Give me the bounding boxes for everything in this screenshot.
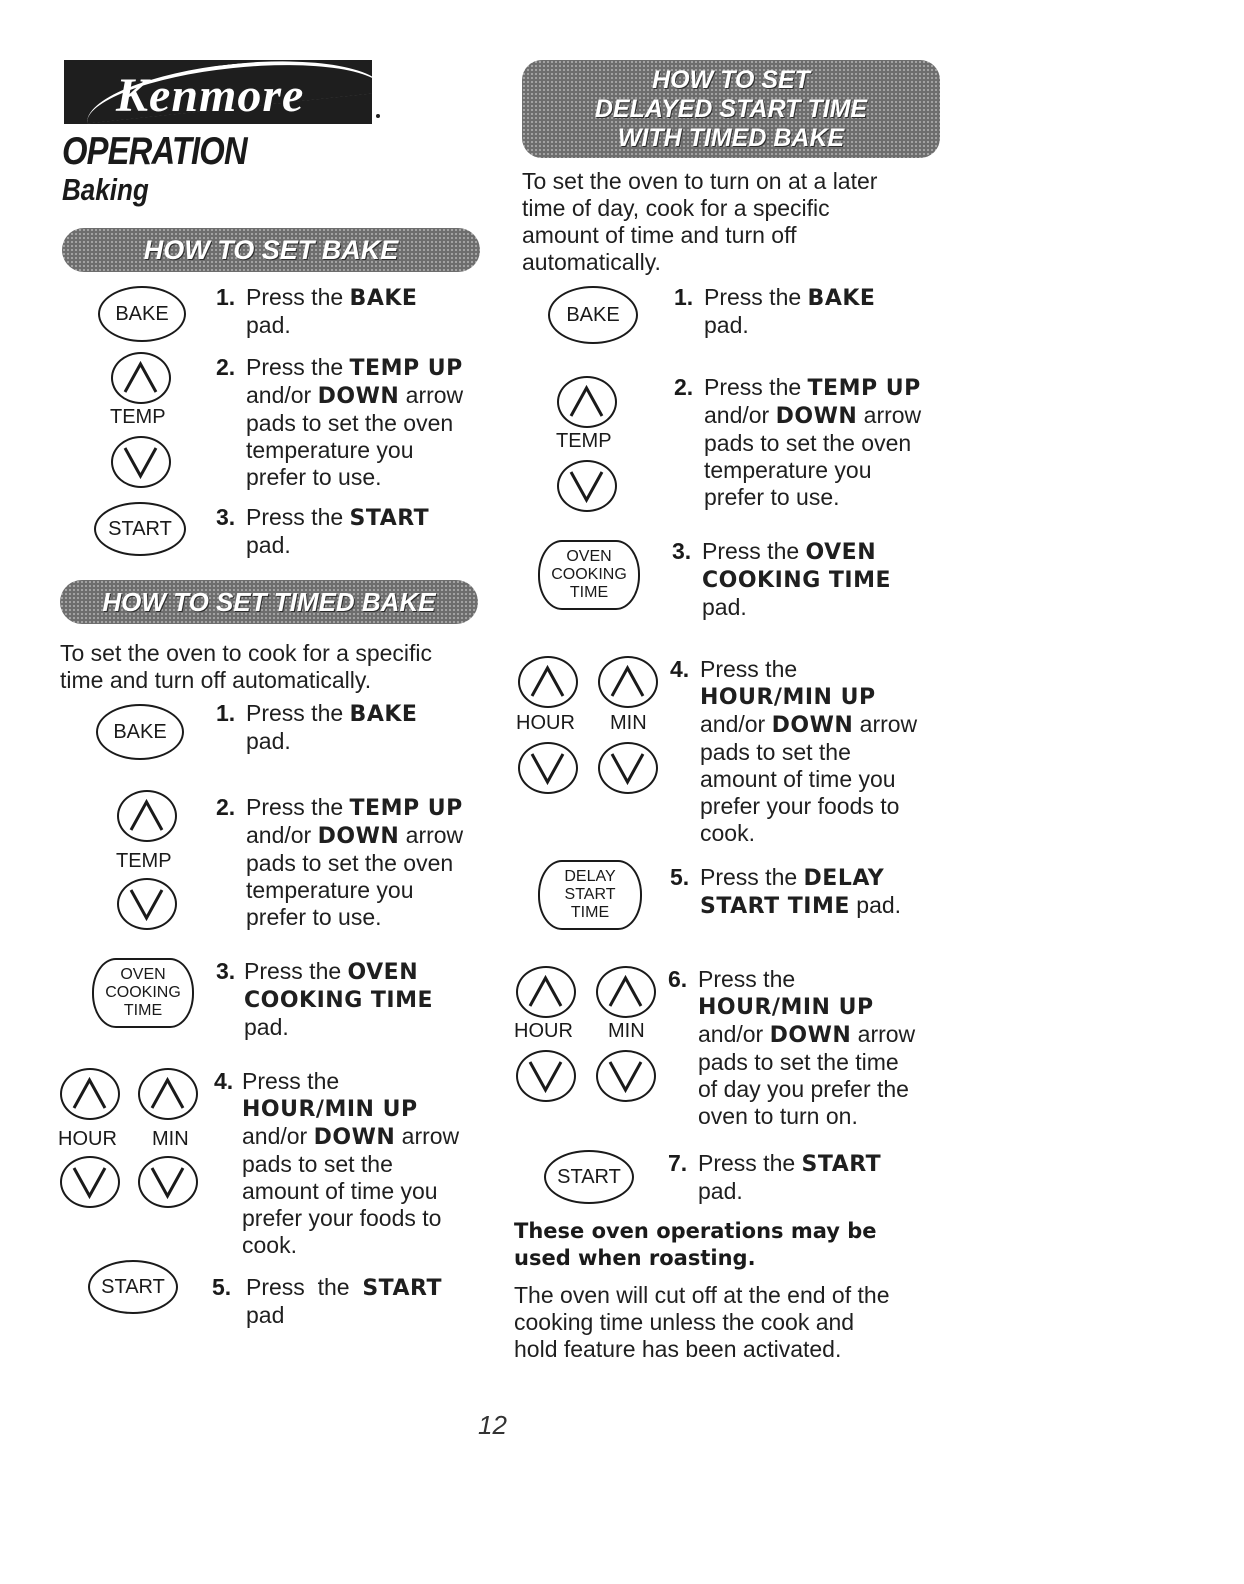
bake-pad-label: BAKE [115,302,169,325]
timed-bake-intro: To set the oven to cook for a specific time and turn off automatically. [60,640,433,693]
step-text: Press the OVEN COOKING TIME pad. [244,958,434,1040]
step-text: Press the DELAY START TIME pad. [700,864,902,919]
step-text: Press the BAKE pad. [246,700,418,754]
start-pad-label: START [108,517,172,540]
step-number: 2. [216,794,236,820]
hour-up-arrow-icon [518,656,578,708]
step-text: Press the START pad. [246,504,430,558]
pad-label-time: TIME [123,1002,163,1019]
bake-pad-label: BAKE [113,720,167,743]
delayed-banner-line3: WITH TIMED BAKE [617,123,845,152]
step-number: 1. [216,284,236,310]
temp-label: TEMP [556,430,612,452]
step-text: Press the HOUR/MIN UP and/or DOWN arrow pads to set the time of day you prefer the oven to turn on. [698,966,916,1129]
hour-up-arrow-icon [516,966,576,1018]
temp-up-arrow-icon [557,376,617,428]
hour-down-arrow-icon [518,742,578,794]
temp-down-arrow-icon [111,436,171,488]
pad-label-oven: OVEN [120,966,166,983]
oven-cooking-time-pad-icon [92,958,194,1028]
step-number: 1. [216,700,236,726]
step-text: Press the BAKE pad. [704,284,876,338]
step-number: 2. [216,354,236,380]
step-number: 4. [670,656,690,682]
pad-label-delay: DELAY [564,868,616,885]
start-pad-icon [88,1260,178,1314]
hour-label: HOUR [516,712,575,734]
step-text: Press the HOUR/MIN UP and/or DOWN arrow pads to set the amount of time you prefer your foods to cook. [700,656,918,846]
min-label: MIN [152,1128,189,1150]
logo-wordmark: Kenmore [116,69,305,122]
step-number: 5. [212,1274,232,1300]
delayed-banner-line2: DELAYED START TIME [594,94,868,123]
pad-label-cooking: COOKING [105,984,181,1001]
min-label: MIN [610,712,647,734]
temp-down-arrow-icon [557,460,617,512]
temp-label: TEMP [110,406,166,428]
bake-pad-icon [548,286,638,344]
delay-start-time-pad-icon [538,860,642,930]
delayed-intro: To set the oven to turn on at a later time of day, cook for a specific amount of time and turn off automatically. [522,168,878,275]
roasting-note-text: The oven will cut off at the end of the cooking time unless the cook and hold feature has been activated. [514,1282,890,1362]
step-number: 3. [216,958,236,984]
oven-cooking-time-pad-icon [538,540,640,610]
temp-up-arrow-icon [117,790,177,842]
step-text: Press the START pad [246,1274,442,1328]
start-pad-icon [544,1150,634,1204]
bake-pad-label: BAKE [566,303,620,326]
step-text: Press the TEMP UP and/or DOWN arrow pads to set the oven temperature you prefer to use. [246,354,464,490]
set-bake-banner [62,228,480,272]
step-text: Press the BAKE pad. [246,284,418,338]
step-text: Press the HOUR/MIN UP and/or DOWN arrow pads to set the amount of time you prefer your foods to cook. [242,1068,460,1258]
pad-label-cooking: COOKING [551,566,627,583]
hour-down-arrow-icon [516,1050,576,1102]
delayed-banner-line1: HOW TO SET [652,65,810,94]
bake-pad-icon [96,704,184,760]
temp-label: TEMP [116,850,172,872]
start-pad-label: START [557,1165,621,1188]
pad-label-oven: OVEN [566,548,612,565]
step-number: 7. [668,1150,688,1176]
section-subtitle: Baking [62,172,149,207]
min-up-arrow-icon [598,656,658,708]
step-number: 2. [674,374,694,400]
temp-up-arrow-icon [111,352,171,404]
pad-label-time: TIME [569,584,609,601]
step-text: Press the TEMP UP and/or DOWN arrow pads to set the oven temperature you prefer to use. [246,794,464,930]
min-down-arrow-icon [598,742,658,794]
step-number: 1. [674,284,694,310]
step-text: Press the START pad. [698,1150,882,1204]
delayed-start-banner [522,60,940,158]
step-text: Press the TEMP UP and/or DOWN arrow pads to set the oven temperature you prefer to use. [704,374,922,510]
logo-dot [376,114,380,118]
min-down-arrow-icon [138,1156,198,1208]
set-bake-banner-text: HOW TO SET BAKE [143,234,399,265]
hour-up-arrow-icon [60,1068,120,1120]
timed-bake-banner [60,580,478,624]
hour-down-arrow-icon [60,1156,120,1208]
min-up-arrow-icon [138,1068,198,1120]
start-pad-icon [94,502,186,556]
roasting-note-heading: These oven operations may be used when roasting. [514,1219,877,1270]
pad-label-start: START [564,886,616,903]
section-title: OPERATION [62,130,247,173]
pad-label-time: TIME [570,904,610,921]
step-text: Press the OVEN COOKING TIME pad. [702,538,892,620]
timed-bake-banner-text: HOW TO SET TIMED BAKE [102,587,436,617]
kenmore-logo [64,60,372,124]
min-up-arrow-icon [596,966,656,1018]
temp-down-arrow-icon [117,878,177,930]
hour-label: HOUR [58,1128,117,1150]
start-pad-label: START [101,1275,165,1298]
step-number: 4. [214,1068,234,1094]
min-down-arrow-icon [596,1050,656,1102]
hour-label: HOUR [514,1020,573,1042]
step-number: 3. [216,504,236,530]
step-number: 5. [670,864,690,890]
bake-pad-icon [98,286,186,342]
step-number: 3. [672,538,692,564]
min-label: MIN [608,1020,645,1042]
step-number: 6. [668,966,688,992]
page-number: 12 [478,1410,507,1440]
